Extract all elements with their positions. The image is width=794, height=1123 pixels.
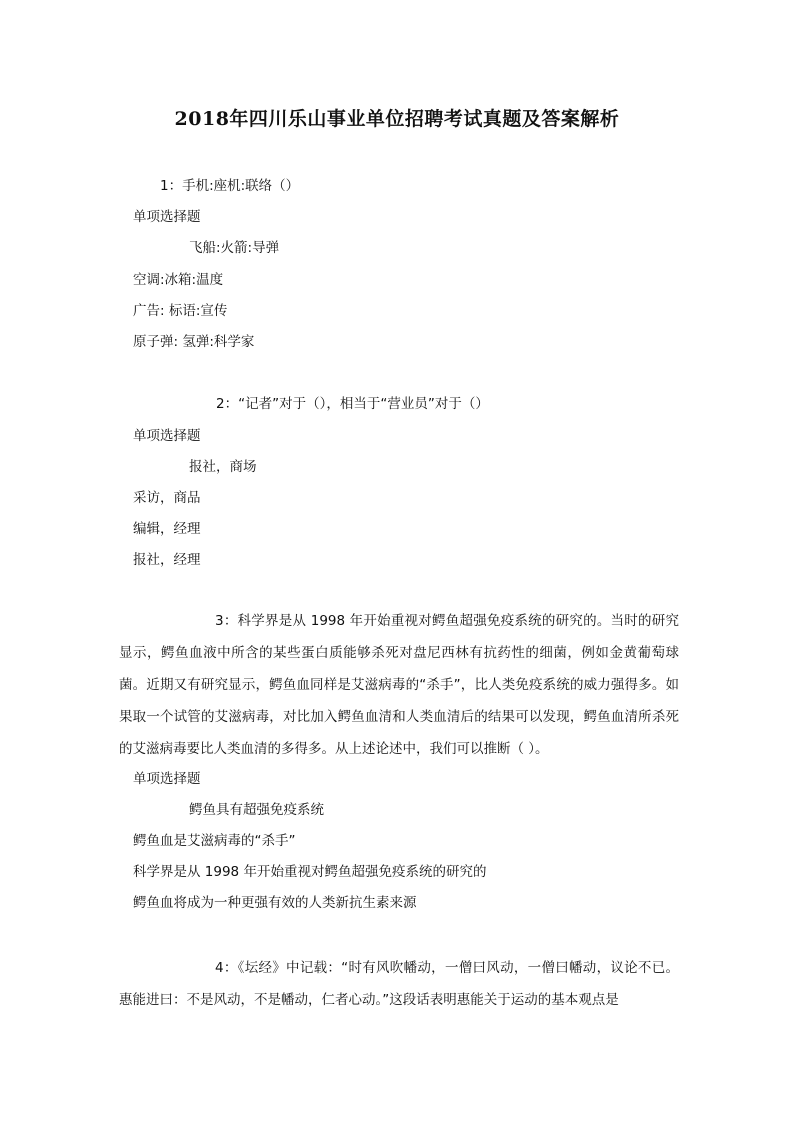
question-3-stem: 3：科学界是从 1998 年开始重视对鳄鱼超强免疫系统的研究的。当时的研究显示，鳄鱼血液中所含的某些蛋白质能够杀死对盘尼西林有抗药性的细菌，例如金黄葡萄球菌。近期又有研究显示，鳄鱼血同样是艾滋病毒的“杀手”，比人类免疫系统的威力强得多。如果取一个试管的艾滋病毒，对比加入鳄鱼血清和人类血清后的结果可以发现，鳄鱼血清所杀死的艾滋病毒要比人类血清的多得多。从上述论述中，我们可以推断（ ）。 [119,613,679,757]
document-title: 2018年四川乐山事业单位招聘考试真题及答案解析 [174,108,620,130]
question-1-stem: 1：手机:座机:联络（） [160,178,300,194]
question-2-option-c: 编辑，经理 [133,521,201,537]
question-3-stem-block [119,605,679,765]
question-4-stem-block [119,952,679,1016]
question-3-option-d: 鳄鱼血将成为一种更强有效的人类新抗生素来源 [133,895,417,911]
question-1-option-c: 广告: 标语:宣传 [133,303,228,319]
question-1-option-a: 飞船:火箭:导弹 [189,240,280,256]
question-2-option-a: 报社，商场 [189,459,257,475]
question-3-option-a: 鳄鱼具有超强免疫系统 [189,802,324,818]
question-2-option-d: 报社，经理 [133,552,201,568]
question-1-option-d: 原子弹: 氢弹:科学家 [133,334,255,350]
question-1-option-b: 空调:冰箱:温度 [133,272,224,288]
question-3-type: 单项选择题 [133,771,201,787]
question-2-option-b: 采访，商品 [133,490,201,506]
question-1-type: 单项选择题 [133,209,201,225]
question-3-option-c: 科学界是从 1998 年开始重视对鳄鱼超强免疫系统的研究的 [133,864,487,880]
question-2-type: 单项选择题 [133,428,201,444]
question-4-stem: 4：《坛经》中记载：“时有风吹幡动，一僧曰风动，一僧曰幡动，议论不已。惠能进曰：不是风动，不是幡动，仁者心动。”这段话表明惠能关于运动的基本观点是 [119,960,679,1008]
question-2-stem: 2：“记者”对于（），相当于“营业员”对于（） [216,396,489,412]
question-3-option-b: 鳄鱼血是艾滋病毒的“杀手” [133,833,296,849]
